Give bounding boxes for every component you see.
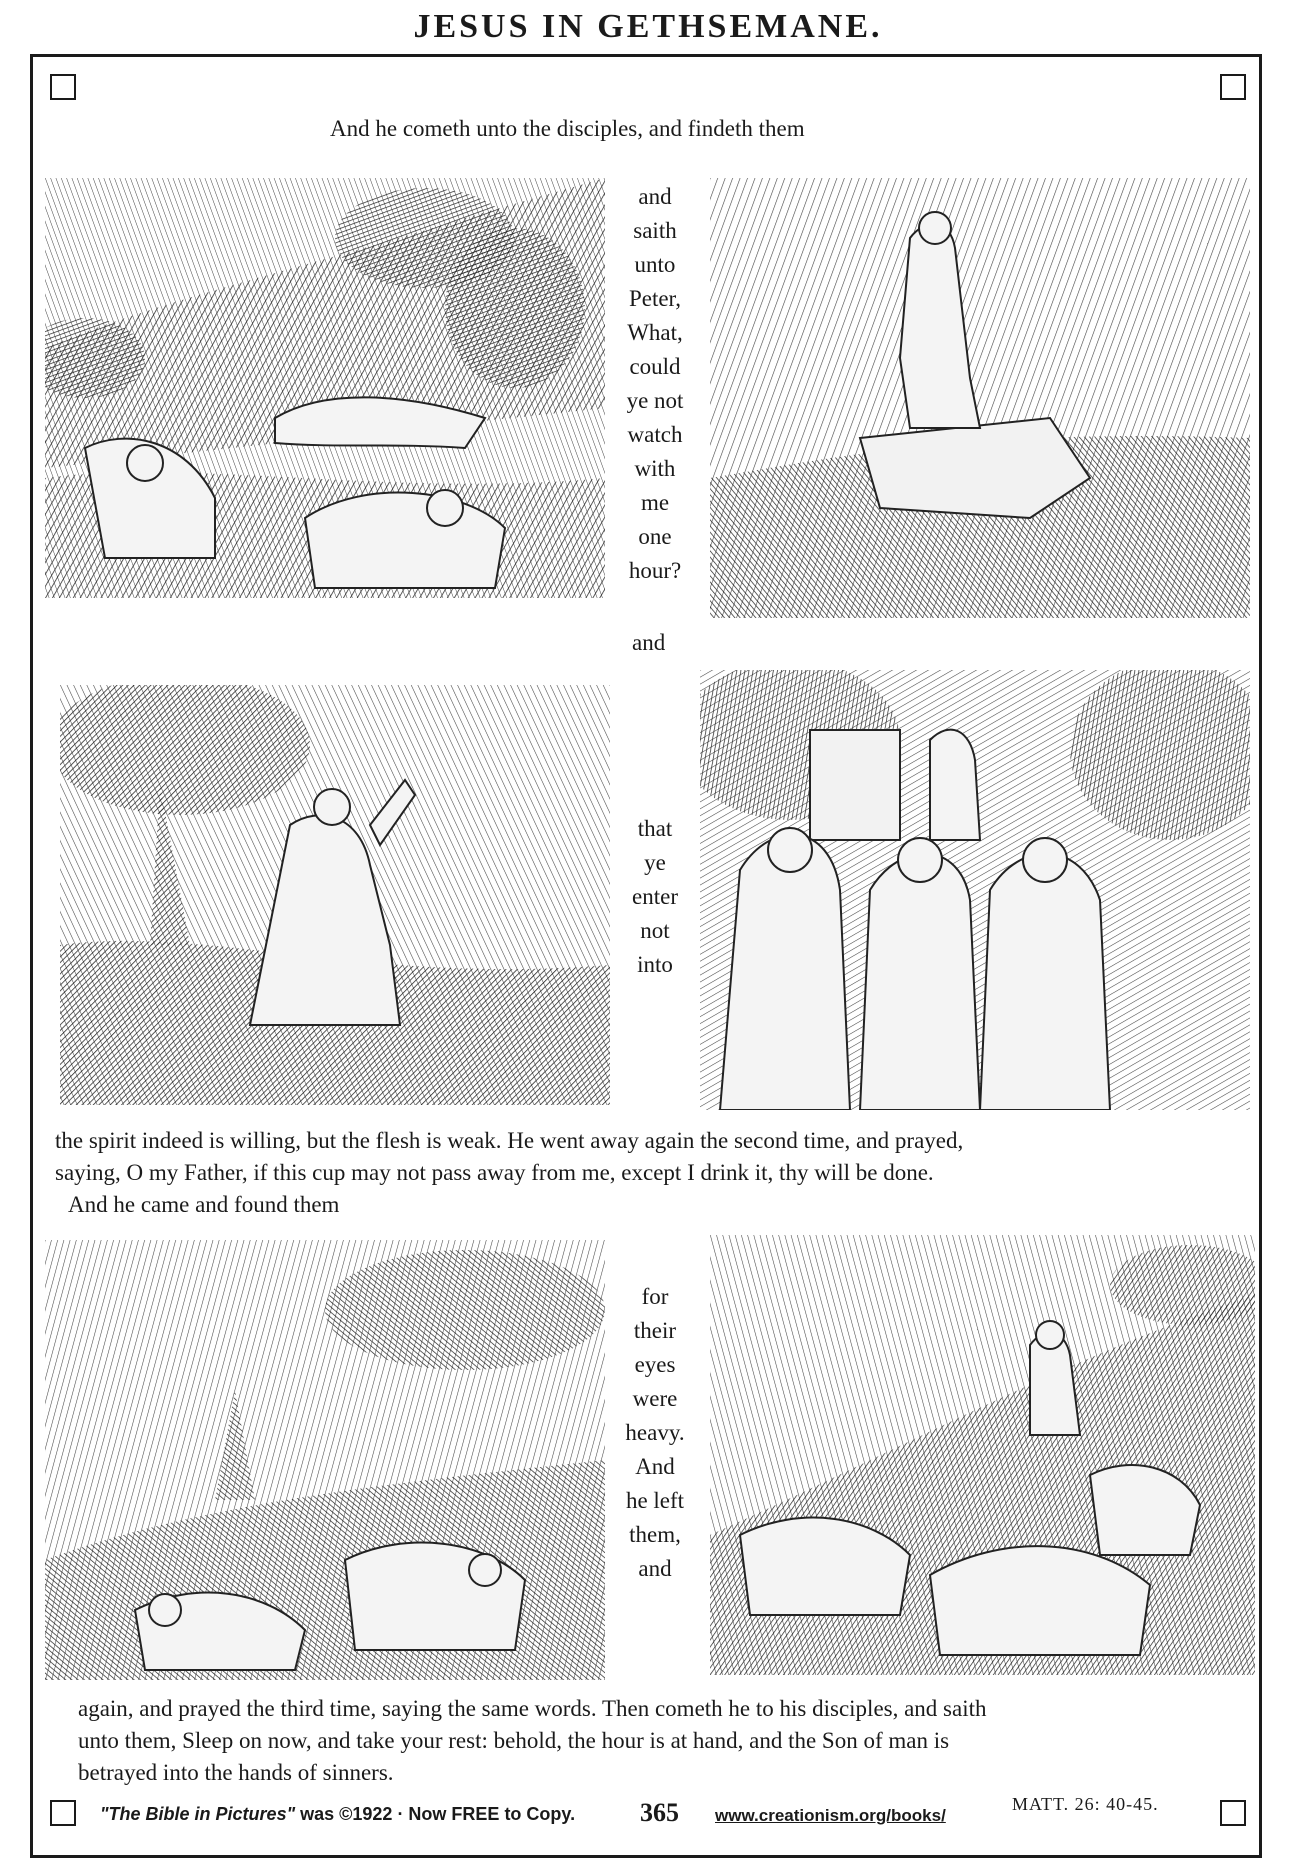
- column-2-word: that: [637, 816, 673, 841]
- column-2-word: not: [640, 918, 670, 943]
- paragraph-1-line: saying, O my Father, if this cup may not pass away from me, except I drink it, thy will be done.: [55, 1160, 934, 1185]
- paragraph-2-line: unto them, Sleep on now, and take your rest: behold, the hour is at hand, and the Son of man is: [78, 1728, 950, 1753]
- paragraph-2-line: again, and prayed the third time, saying the same words. Then cometh he to his disciples, and saith: [78, 1696, 987, 1721]
- scripture-reference: MATT. 26: 40-45.: [1012, 1794, 1159, 1814]
- illustration-jesus-praying-on-slope: [710, 1235, 1255, 1675]
- corner-ornament-top-left: [50, 74, 76, 100]
- column-1-word: me: [640, 490, 670, 515]
- column-3-word: he left: [625, 1488, 685, 1513]
- paragraph-1-line: the spirit indeed is willing, but the flesh is weak. He went away again the second time, and prayed,: [55, 1128, 964, 1153]
- footer-copyright-text: was ©1922 · Now FREE to Copy.: [295, 1804, 576, 1824]
- paragraph-1-line: And he came and found them: [68, 1192, 340, 1217]
- column-1-word: Peter,: [628, 286, 682, 311]
- illustration-disciples-sleeping: [45, 178, 605, 598]
- text-column-3: [610, 1280, 700, 1586]
- column-1-word: one: [638, 524, 672, 549]
- column-1-word: could: [629, 354, 681, 379]
- column-2-word: enter: [632, 884, 678, 909]
- column-1-word: and: [638, 184, 672, 209]
- column-1-word: ye not: [626, 388, 684, 413]
- column-1-word: hour?: [628, 558, 682, 583]
- column-1-word: unto: [634, 252, 676, 277]
- footer-url-link[interactable]: www.creationism.org/books/: [715, 1806, 946, 1825]
- column-3-word: them,: [629, 1522, 681, 1547]
- middle-word: and: [632, 630, 666, 655]
- text-column-1: [610, 180, 700, 588]
- page-title: JESUS IN GETHSEMANE.: [413, 8, 883, 45]
- text-column-2: [610, 812, 700, 982]
- corner-ornament-bottom-left: [50, 1800, 76, 1826]
- page-number: 365: [640, 1798, 679, 1827]
- column-1-word: watch: [627, 422, 683, 447]
- column-3-word: And: [635, 1454, 675, 1479]
- corner-ornament-bottom-right: [1220, 1800, 1246, 1826]
- column-1-word: What,: [627, 320, 683, 345]
- column-3-word: heavy.: [625, 1420, 685, 1445]
- illustration-disciples-at-gate: [700, 670, 1250, 1110]
- intro-text: And he cometh unto the disciples, and findeth them: [330, 116, 805, 141]
- column-3-word: eyes: [634, 1352, 676, 1377]
- column-3-word: and: [638, 1556, 672, 1581]
- column-2-word: into: [637, 952, 673, 977]
- column-3-word: their: [633, 1318, 677, 1343]
- illustration-disciples-sleeping-valley: [45, 1240, 605, 1680]
- column-1-word: with: [634, 456, 676, 481]
- corner-ornament-top-right: [1220, 74, 1246, 100]
- footer-copyright: [100, 1804, 575, 1825]
- footer-book-title: "The Bible in Pictures": [100, 1804, 296, 1824]
- column-2-word: ye: [644, 850, 666, 875]
- column-1-word: saith: [633, 218, 677, 243]
- illustration-jesus-standing: [710, 178, 1250, 618]
- column-3-word: were: [632, 1386, 678, 1411]
- illustration-jesus-kneeling: [60, 685, 610, 1105]
- column-3-word: for: [641, 1284, 669, 1309]
- paragraph-2-line: betrayed into the hands of sinners.: [78, 1760, 394, 1785]
